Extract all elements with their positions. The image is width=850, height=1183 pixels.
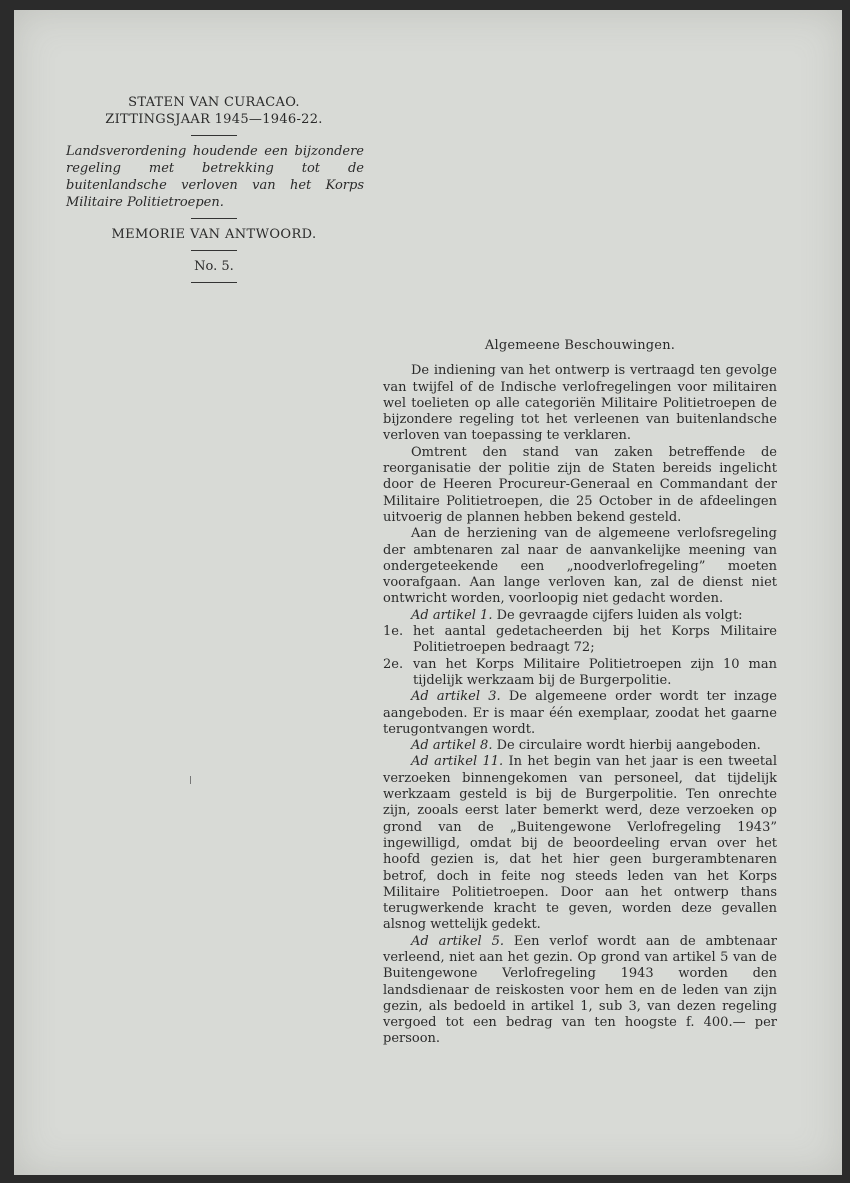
article-1-paragraph: [383, 608, 777, 624]
list-item: [383, 624, 777, 657]
article-label: Ad artikel 5.: [411, 933, 504, 949]
article-text: De algemeene order wordt ter inzage aangeboden. Er is maar één exemplaar, zoodat het gaarne terugontvangen wordt.: [383, 689, 778, 737]
subject-text: Landsverordening houdende een bijzondere regeling met betrekking tot de buitenlandsche verloven van het Korps Militaire Politietroepen.: [66, 144, 364, 210]
document-number: No. 5.: [194, 259, 234, 274]
divider: [191, 282, 237, 283]
list-item: [383, 657, 777, 690]
article-8-paragraph: [383, 738, 777, 754]
article-text: De circulaire wordt hierbij aangeboden.: [492, 738, 761, 754]
article-label: Ad artikel 11.: [411, 754, 504, 770]
section-title: Algemeene Beschouwingen.: [484, 338, 676, 353]
paragraph: Omtrent den stand van zaken betreffende de reorganisatie der politie zijn de Staten bereids ingelicht door de Heeren Procureur-Generaal en Commandant der Militaire Politietroepen, die 25 October in de afdeelingen uitvoerig de plannen hebben bekend gesteld.: [383, 444, 777, 525]
list-item-text: van het Korps Militaire Politietroepen zijn 10 man tijdelijk werkzaam bij de Burgerpolitie.: [413, 656, 777, 688]
article-3-paragraph: [383, 689, 777, 738]
header-line-2: ZITTINGSJAAR 1945—1946-22.: [105, 112, 323, 127]
document-type: MEMORIE VAN ANTWOORD.: [111, 227, 317, 242]
list-item-number: 1e.: [383, 624, 404, 640]
article-label: Ad artikel 3.: [411, 689, 501, 705]
article-text: De gevraagde cijfers luiden als volgt:: [492, 607, 743, 623]
header-line-1: STATEN VAN CURACAO.: [128, 95, 300, 110]
article-label: Ad artikel 1.: [411, 607, 493, 623]
list-item-number: 2e.: [383, 656, 404, 672]
divider: [191, 250, 237, 251]
article-text: In het begin van het jaar is een tweetal verzoeken binnengekomen van personeel, dat tijdelijk werkzaam gesteld is bij de Burgerpolitie. Ten onrechte zijn, zooals eerst later bemerkt werd, deze verzoeken op grond van de „Buitengewone Verlofregeling 1943” ingewilligd, omdat bij de beoordeeling ervan over het hoofd gezien is, dat het hier geen burgerambtenaren betrof, doch in feite nog steeds leden van het Korps Militaire Politietroepen. Door aan het ontwerp thans terugwerkende kracht te geven, worden deze gevallen alsnog wettelijk gedekt.: [383, 754, 777, 933]
divider: [191, 135, 237, 136]
article-11-paragraph: [383, 754, 777, 933]
article-text: Een verlof wordt aan de ambtenaar verleend, niet aan het gezin. Op grond van artikel 5 van de Buitengewone Verlofregeling 1943 worden den landsdienaar de reiskosten voor hem en de leden van zijn gezin, als bedoeld in artikel 1, sub 3, van dezen regeling vergoed tot een bedrag van ten hoogste f. 400.— per persoon.: [383, 933, 778, 1047]
divider: [191, 218, 237, 219]
paper-mark: [190, 776, 191, 784]
paragraph: De indiening van het ontwerp is vertraagd ten gevolge van twijfel of de Indische verlofregelingen voor militairen wel toelieten op alle categoriën Militaire Politietroepen de bijzondere regeling tot het verleenen van buitenlandsche verloven van toepassing te verklaren.: [383, 363, 777, 444]
header-block: [64, 94, 364, 290]
paragraph: Aan de herziening van de algemeene verlofsregeling der ambtenaren zal naar de aanvankelijke meening van ondergeteekende een „noodverlofregeling” moeten voorafgaan. Aan lange verloven kan, zal de dienst niet ontwricht worden, voorloopig niet gedacht worden.: [383, 526, 777, 607]
article-label: Ad artikel 8.: [411, 738, 493, 754]
list-item-text: het aantal gedetacheerden bij het Korps Militaire Politietroepen bedraagt 72;: [413, 624, 777, 656]
document-page: [14, 10, 842, 1175]
body-text: [383, 338, 777, 1048]
article-5-paragraph: [383, 934, 777, 1048]
